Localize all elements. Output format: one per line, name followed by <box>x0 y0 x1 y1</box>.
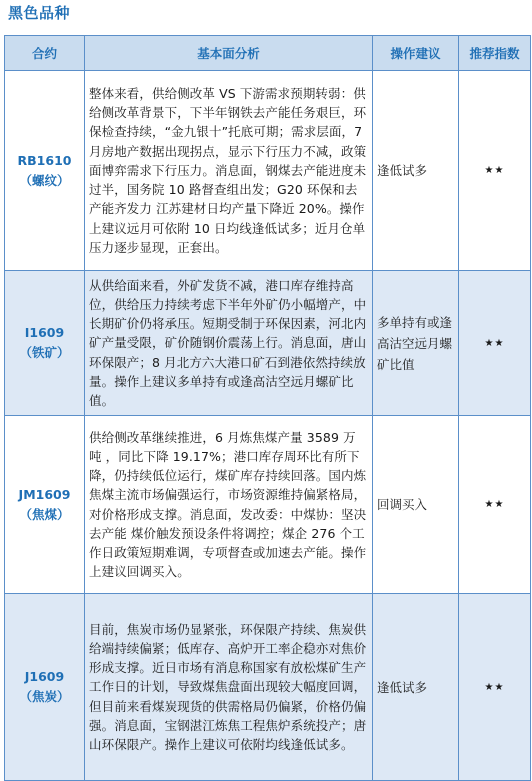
advice-cell: 逢低试多 <box>373 71 459 271</box>
header-fundamental-analysis: 基本面分析 <box>85 36 373 71</box>
contract-cell <box>5 271 85 416</box>
advice-cell: 逢低试多 <box>373 594 459 781</box>
contract-product: （焦煤） <box>19 506 70 522</box>
black-commodities-table <box>4 35 531 781</box>
table-row-rb1610 <box>5 71 531 271</box>
contract-cell <box>5 594 85 781</box>
contract-code: JM1609 <box>18 486 71 502</box>
table-row-jm1609 <box>5 416 531 594</box>
header-contract: 合约 <box>5 36 85 71</box>
rating-stars: ★★ <box>459 416 531 594</box>
table-row-i1609 <box>5 271 531 416</box>
analysis-cell: 从供给面来看，外矿发货不减，港口库存维持高位，供给压力持续考虑下半年外矿仍小幅增产，中长期矿价仍将承压。短期受制于环保因素，河北内矿产量受限，矿价随钢价震荡上行。消息面，唐山环保限产；8 月北方六大港口矿石到港依然持续放量。操作上建议多单持有或逢高沽空远月螺矿比值。 <box>85 271 373 416</box>
analysis-cell: 目前，焦炭市场仍显紧张，环保限产持续、焦炭供给端持续偏紧；低库存、高炉开工率企稳亦对焦价形成支撑。近日市场有消息称国家有放松煤矿生产工作日的计划，导致煤焦盘面出现较大幅度回调，但目前来看煤炭现货的供需格局仍偏紧，价格仍偏强。消息面，宝钢湛江炼焦工程焦炉系统投产；唐山环保限产。操作上建议可依附均线逢低试多。 <box>85 594 373 781</box>
rating-stars: ★★ <box>459 271 531 416</box>
section-title: 黑色品种 <box>8 4 71 22</box>
rating-stars: ★★ <box>459 594 531 781</box>
header-operation-advice: 操作建议 <box>373 36 459 71</box>
table-row-j1609 <box>5 594 531 781</box>
contract-code: RB1610 <box>17 152 72 168</box>
contract-product: （焦炭） <box>19 689 70 704</box>
contract-cell <box>5 416 85 594</box>
contract-product: （铁矿） <box>19 345 70 360</box>
analysis-cell: 供给侧改革继续推进，6 月炼焦煤产量 3589 万吨 ，同比下降 19.17%；港口库存周环比有所下降，仍持续低位运行，煤矿库存持续回落。国内炼焦煤主流市场偏强运行，市场资源维持偏紧格局，对价格形成支撑。消息面，发改委：中煤协：坚决去产能 煤价触发预设条件将调控；煤企 276 个工作日政策短期难调，专项督查或加速去产能。操作上建议回调买入。 <box>85 416 373 594</box>
advice-cell: 回调买入 <box>373 416 459 594</box>
contract-cell <box>5 71 85 271</box>
contract-code: I1609 <box>24 325 65 340</box>
rating-stars: ★★ <box>459 71 531 271</box>
advice-cell: 多单持有或逢高沽空远月螺矿比值 <box>373 271 459 416</box>
analysis-cell: 整体来看，供给侧改革 VS 下游需求预期转弱：供给侧改革背景下，下半年钢铁去产能任务艰巨，环保检查持续，“金九银十”托底可期；需求层面，7 月房地产数据出现拐点，显示下行压力不减，政策面博弈需求下行压力。消息面，钢煤去产能进度未过半，国务院 10 路督查组出发；G20 环保和去产能齐发力 江苏建材日均产量下降近 20%。操作上建议远月可依附 10 日均线逢低试多；近月仓单压力逐步显现，正套出。 <box>85 71 373 271</box>
contract-code: J1609 <box>24 669 65 684</box>
header-recommendation-index: 推荐指数 <box>459 36 531 71</box>
contract-product: （螺纹） <box>19 172 70 188</box>
